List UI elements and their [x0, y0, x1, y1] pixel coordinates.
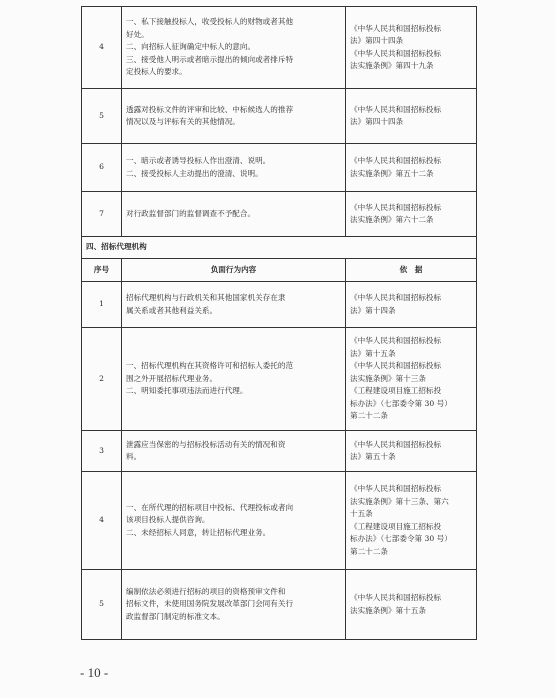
table-row	[82, 7, 477, 89]
header-number: 序号	[82, 259, 122, 282]
table-row	[82, 89, 477, 144]
legal-basis: 《中华人民共和国招标投标 法实施条例》第六十二条	[346, 192, 477, 237]
legal-basis: 《中华人民共和国招标投标 法》第十五条 《中华人民共和国招标投标 法实施条例》第十三条 《工程建设项目施工招标投 标办法》（七部委令第 30 号） 第二十二条	[346, 328, 477, 431]
legal-basis: 《中华人民共和国招标投标 法实施条例》第五十二条	[346, 144, 477, 192]
section-row	[82, 237, 477, 259]
legal-basis: 《中华人民共和国招标投标 法》第四十四条	[346, 89, 477, 144]
section-title: 四、招标代理机构	[82, 237, 477, 259]
row-number: 1	[82, 282, 122, 328]
behavior-content: 一、暗示或者诱导投标人作出澄清、说明。 二、接受投标人主动提出的澄清、说明。	[122, 144, 346, 192]
row-number: 5	[82, 570, 122, 640]
table-row	[82, 282, 477, 328]
behavior-content: 透露对投标文件的评审和比较、中标候选人的推荐 情况以及与评标有关的其他情况。	[122, 89, 346, 144]
table-row	[82, 570, 477, 640]
header-basis: 依 据	[346, 259, 477, 282]
behavior-content: 一、在所代理的招标项目中投标、代理投标或者向 该项目投标人提供咨询。 二、未经招标人同意，转让招标代理业务。	[122, 472, 346, 570]
row-number: 4	[82, 472, 122, 570]
row-number: 3	[82, 431, 122, 472]
row-number: 4	[82, 7, 122, 89]
header-content: 负面行为内容	[122, 259, 346, 282]
behavior-content: 招标代理机构与行政机关和其他国家机关存在隶 属关系或者其他利益关系。	[122, 282, 346, 328]
legal-basis: 《中华人民共和国招标投标 法》第四十四条 《中华人民共和国招标投标 法实施条例》第四十九条	[346, 7, 477, 89]
table-row	[82, 472, 477, 570]
legal-basis: 《中华人民共和国招标投标 法实施条例》第十三条、第六 十五条 《工程建设项目施工招标投 标办法》（七部委令第 30 号） 第二十二条	[346, 472, 477, 570]
behavior-content: 编制依法必须进行招标的项目的资格预审文件和 招标文件，未使用国务院发展改革部门会同有关行 政监督部门制定的标准文本。	[122, 570, 346, 640]
behavior-content: 泄露应当保密的与招标投标活动有关的情况和资 料。	[122, 431, 346, 472]
behavior-content: 一、私下接触投标人，收受投标人的财物或者其他 好处。 二、向招标人征询确定中标人的意向。 三、接受他人明示或者暗示提出的倾向或者排斥特 定投标人的要求。	[122, 7, 346, 89]
table-row	[82, 144, 477, 192]
row-number: 5	[82, 89, 122, 144]
negative-behavior-table	[81, 6, 477, 640]
legal-basis: 《中华人民共和国招标投标 法》第十四条	[346, 282, 477, 328]
row-number: 6	[82, 144, 122, 192]
table-row	[82, 328, 477, 431]
header-row	[82, 259, 477, 282]
page-number: - 10 -	[80, 665, 109, 680]
table-row	[82, 431, 477, 472]
row-number: 7	[82, 192, 122, 237]
behavior-content: 对行政监督部门的监督调查不予配合。	[122, 192, 346, 237]
row-number: 2	[82, 328, 122, 431]
table-row	[82, 192, 477, 237]
legal-basis: 《中华人民共和国招标投标 法实施条例》第十五条	[346, 570, 477, 640]
legal-basis: 《中华人民共和国招标投标 法》第五十条	[346, 431, 477, 472]
behavior-content: 一、招标代理机构在其资格许可和招标人委托的范 围之外开展招标代理业务。 二、明知委托事项违法而进行代理。	[122, 328, 346, 431]
